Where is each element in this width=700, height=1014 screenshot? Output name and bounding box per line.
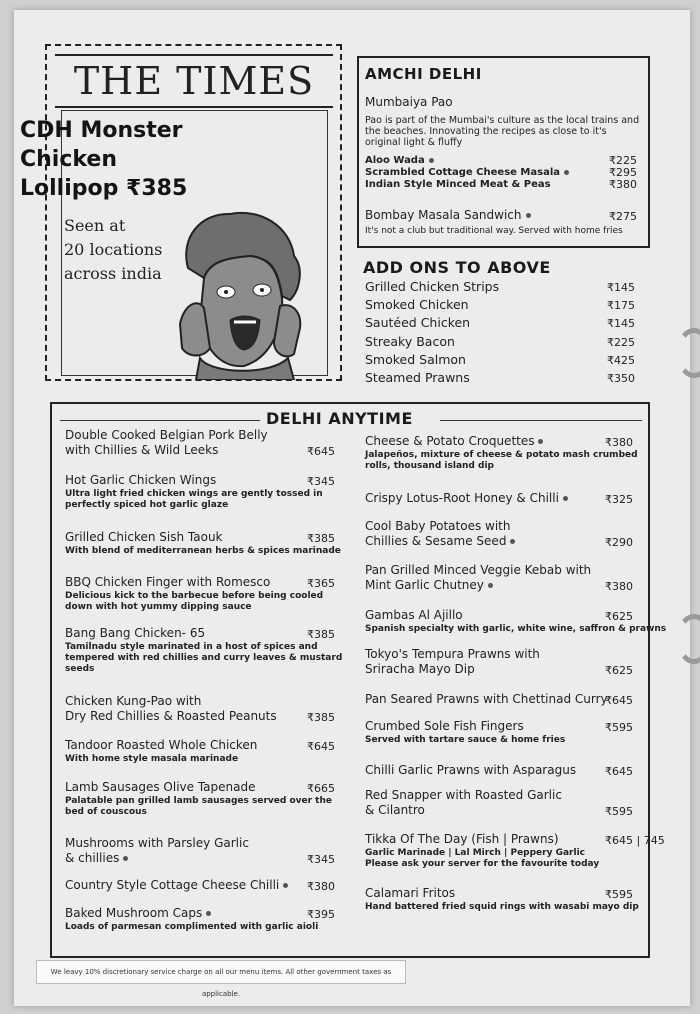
menu-item-desc: Palatable pan grilled lamb sausages served over the (65, 796, 332, 806)
menu-item-desc: Hand battered fried squid rings with wasabi mayo dip (365, 902, 639, 912)
amchi-item-price: ₹295 (609, 166, 637, 179)
veg-dot-icon (206, 911, 211, 916)
times-title: THE TIMES (55, 54, 333, 108)
menu-item-desc: With blend of mediterranean herbs & spices marinade (65, 546, 341, 556)
menu-item-name: Crumbed Sole Fish Fingers (365, 719, 524, 733)
menu-item-name: Cool Baby Potatoes with (365, 519, 511, 533)
menu-item-price: ₹325 (605, 493, 633, 506)
addon-item-name: Grilled Chicken Strips (365, 279, 500, 294)
menu-item-name: Calamari Fritos (365, 886, 456, 900)
menu-item-name: BBQ Chicken Finger with Romesco (65, 575, 271, 589)
menu-item-desc: seeds (65, 664, 95, 674)
menu-item-name: Dry Red Chillies & Roasted Peanuts (65, 709, 277, 723)
menu-item-desc: rolls, thousand island dip (365, 461, 494, 471)
menu-item-desc: Garlic Marinade | Lal Mirch | Peppery Garlic (365, 848, 586, 858)
menu-item-desc: bed of couscous (65, 807, 147, 817)
menu-item-name: Cheese & Potato Croquettes (365, 434, 543, 448)
menu-item-name: Double Cooked Belgian Pork Belly (65, 428, 268, 442)
menu-item-name: Mushrooms with Parsley Garlic (65, 836, 249, 850)
heading-rule-right (440, 420, 642, 421)
menu-item-name: Hot Garlic Chicken Wings (65, 473, 217, 487)
amchi-heading: AMCHI DELHI (365, 65, 482, 83)
menu-item-name: Tikka Of The Day (Fish | Prawns) (365, 832, 559, 846)
menu-item-name: Country Style Cottage Cheese Chilli (65, 878, 288, 892)
menu-item-price: ₹625 (605, 664, 633, 677)
menu-item-price: ₹595 (605, 721, 633, 734)
addon-item-name: Smoked Salmon (365, 351, 466, 367)
addon-item-price: ₹145 (607, 317, 635, 331)
feature-subline: Seen at 20 locations across india (64, 216, 163, 283)
menu-item-price: ₹595 (605, 888, 633, 901)
amchi-sandwich-desc: It's not a club but traditional way. Served with home fries (365, 226, 623, 236)
menu-item-name: Mint Garlic Chutney (365, 578, 493, 592)
menu-item-name: Tokyo's Tempura Prawns with (365, 647, 540, 661)
veg-dot-icon (564, 170, 569, 175)
menu-item-price: ₹290 (605, 536, 633, 549)
menu-item-desc: Tamilnadu style marinated in a host of spices and (65, 642, 318, 652)
menu-item-desc: With home style masala marinade (65, 754, 239, 764)
addon-item-name: Smoked Chicken (365, 297, 469, 313)
addon-item-name: Steamed Prawns (365, 370, 470, 385)
menu-item-price: ₹645 (605, 765, 633, 778)
addons-heading: ADD ONS TO ABOVE (363, 258, 551, 277)
menu-item-name: Tandoor Roasted Whole Chicken (65, 738, 258, 752)
menu-item-price: ₹380 (307, 880, 335, 893)
veg-dot-icon (510, 539, 515, 544)
veg-dot-icon (488, 583, 493, 588)
veg-dot-icon (526, 213, 531, 218)
menu-item-name: Pan Grilled Minced Veggie Kebab with (365, 563, 592, 577)
addon-item-price: ₹350 (607, 372, 635, 385)
menu-item-price: ₹645 (605, 694, 633, 707)
amchi-item-name: Scrambled Cottage Cheese Masala (365, 167, 569, 178)
menu-item-name: Pan Seared Prawns with Chettinad Curry (365, 692, 608, 706)
amchi-sub-desc: Pao is part of the Mumbai's culture as the local trains and the beaches. Innovating the recipes as close to it's original light & fluffy (365, 115, 640, 148)
menu-item-desc: down with hot yummy dipping sauce (65, 602, 252, 612)
menu-item-name: Sriracha Mayo Dip (365, 662, 475, 676)
menu-item-price: ₹385 (307, 532, 335, 545)
menu-item-desc: tempered with red chillies and curry leaves & mustard (65, 653, 343, 663)
menu-item-desc: Ultra light fried chicken wings are gently tossed in (65, 489, 323, 499)
menu-item-desc: Please ask your server for the favourite today (365, 859, 600, 869)
menu-item-price: ₹345 (307, 853, 335, 866)
addon-item-price: ₹145 (607, 281, 635, 294)
menu-item-price: ₹395 (307, 908, 335, 921)
veg-dot-icon (538, 439, 543, 444)
menu-item-price: ₹345 (307, 475, 335, 488)
menu-item-desc: Loads of parmesan complimented with garlic aioli (65, 922, 319, 932)
menu-item-name: & chillies (65, 851, 128, 865)
menu-item-price: ₹645 | 745 (605, 834, 665, 847)
menu-item-price: ₹365 (307, 577, 335, 590)
feature-headline: CDH Monster Chicken Lollipop ₹385 (20, 118, 188, 201)
amchi-item-price: ₹225 (609, 154, 637, 167)
veg-dot-icon (563, 496, 568, 501)
menu-item-name: & Cilantro (365, 803, 425, 817)
menu-item-price: ₹645 (307, 445, 335, 458)
menu-item-name: Chilli Garlic Prawns with Asparagus (365, 763, 577, 777)
menu-item-name: Crispy Lotus-Root Honey & Chilli (365, 491, 568, 505)
amchi-sub-title: Mumbaiya Pao (365, 95, 453, 109)
amchi-item-price: ₹380 (609, 178, 637, 191)
heading-rule-left (60, 420, 260, 421)
addon-item-name: Streaky Bacon (365, 333, 455, 349)
veg-dot-icon (429, 158, 434, 163)
menu-item-name: Grilled Chicken Sish Taouk (65, 530, 223, 544)
menu-item-price: ₹380 (605, 436, 633, 449)
anytime-heading: DELHI ANYTIME (266, 409, 413, 428)
menu-item-name: Chicken Kung-Pao with (65, 694, 202, 708)
menu-item-desc: Jalapeños, mixture of cheese & potato mash crumbed (365, 450, 638, 460)
addon-item-price: ₹175 (607, 299, 635, 313)
amchi-sandwich-price: ₹275 (609, 210, 637, 223)
menu-item-name: Gambas Al Ajillo (365, 608, 463, 622)
menu-item-price: ₹385 (307, 628, 335, 641)
amchi-item-name: Indian Style Minced Meat & Peas (365, 179, 551, 190)
menu-item-name: with Chillies & Wild Leeks (65, 443, 219, 457)
menu-item-desc: Served with tartare sauce & home fries (365, 735, 566, 745)
menu-item-name: Baked Mushroom Caps (65, 906, 211, 920)
menu-item-desc: perfectly spiced hot garlic glaze (65, 500, 229, 510)
amchi-sandwich: Bombay Masala Sandwich (365, 208, 531, 222)
menu-item-price: ₹645 (307, 740, 335, 753)
menu-item-price: ₹625 (605, 610, 633, 623)
menu-item-price: ₹665 (307, 782, 335, 795)
menu-item-name: Red Snapper with Roasted Garlic (365, 788, 562, 802)
menu-item-price: ₹385 (307, 711, 335, 724)
addon-item-price: ₹225 (607, 335, 635, 349)
menu-item-price: ₹595 (605, 805, 633, 818)
menu-item-price: ₹380 (605, 580, 633, 593)
veg-dot-icon (123, 856, 128, 861)
addon-item-price: ₹425 (607, 353, 635, 367)
menu-item-desc: Spanish specialty with garlic, white wine, saffron & prawns (365, 624, 667, 634)
menu-item-name: Bang Bang Chicken- 65 (65, 626, 206, 640)
veg-dot-icon (283, 883, 288, 888)
menu-item-desc: Delicious kick to the barbecue before being cooled (65, 591, 324, 601)
amchi-item-name: Aloo Wada (365, 155, 434, 166)
service-charge-note: We leavy 10% discretionary service charge on all our menu items. All other government taxes as applicable. (36, 960, 406, 984)
screaming-face-illustration (170, 208, 310, 380)
addon-item-name: Sautéed Chicken (365, 315, 471, 331)
menu-item-name: Chillies & Sesame Seed (365, 534, 515, 548)
menu-item-name: Lamb Sausages Olive Tapenade (65, 780, 256, 794)
